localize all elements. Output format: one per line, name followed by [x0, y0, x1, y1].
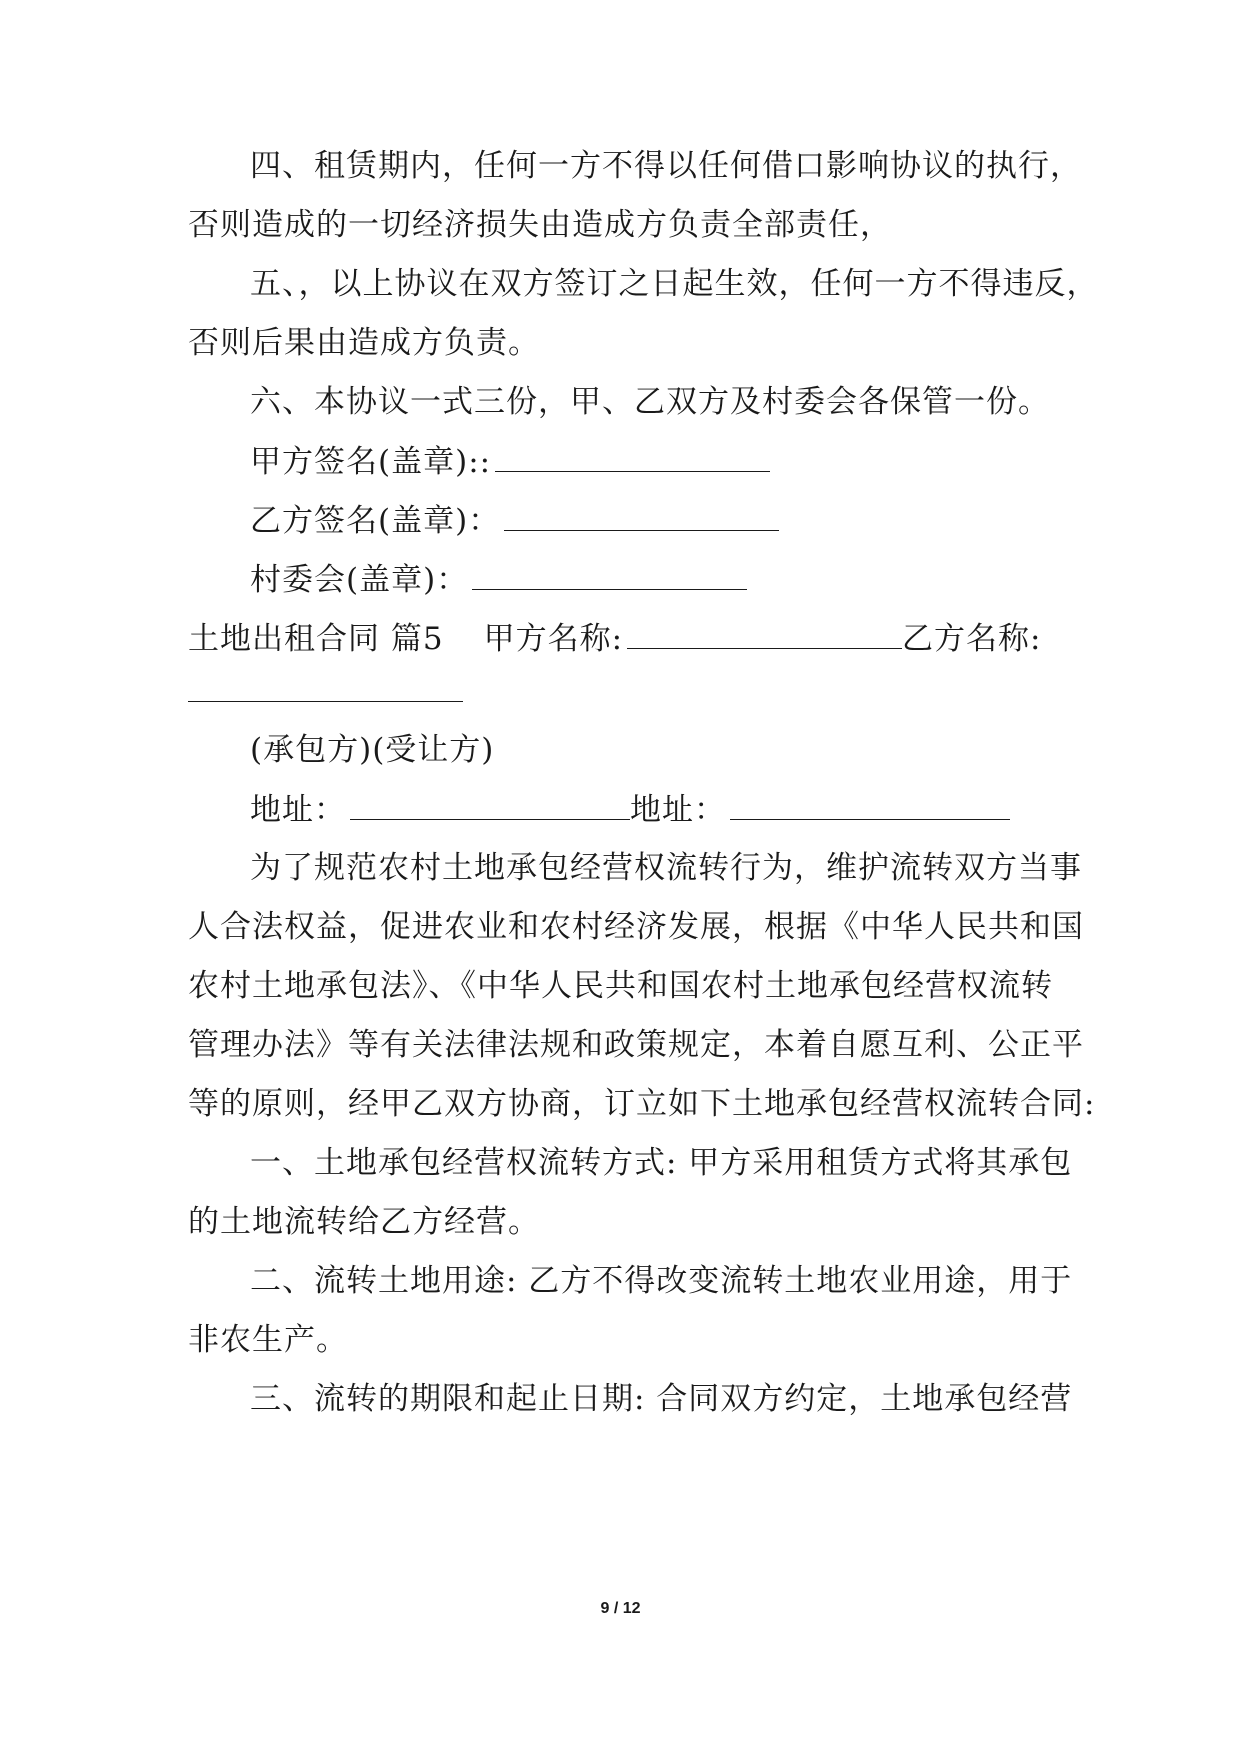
paragraph-line: 等的原则，经甲乙双方协商，订立如下土地承包经营权流转合同: [188, 1086, 1096, 1122]
address-b-blank [730, 789, 1010, 820]
section-title: 土地出租合同 篇5 [188, 621, 444, 657]
party-a-name-label: 甲方名称: [483, 621, 624, 657]
paragraph-line: 三、流转的期限和起止日期: 合同双方约定，土地承包经营 [250, 1381, 1073, 1417]
paragraph-line: 的土地流转给乙方经营。 [188, 1204, 540, 1240]
paragraph-line: 管理办法》等有关法律法规和政策规定，本着自愿互利、公正平 [188, 1027, 1084, 1063]
signature-village [250, 559, 747, 600]
address-b-label: 地址： [630, 792, 726, 828]
page-number: 9 / 12 [600, 1600, 641, 1617]
party-b-name-blank [188, 671, 463, 702]
address-line [250, 789, 1010, 830]
signature-party-b [250, 500, 779, 541]
paragraph-line: 六、本协议一式三份，甲、乙双方及村委会各保管一份。 [250, 384, 1050, 420]
signature-village-blank [472, 559, 747, 590]
signature-party-b-label: 乙方签名(盖章)： [250, 503, 501, 539]
paragraph-line: 四、租赁期内，任何一方不得以任何借口影响协议的执行， [250, 148, 1082, 184]
address-a-blank [350, 789, 630, 820]
signature-party-b-blank [504, 500, 779, 531]
signature-party-a [250, 441, 770, 482]
party-b-name-line [188, 671, 463, 712]
signature-village-label: 村委会(盖章)： [250, 562, 469, 598]
paragraph-line: 二、流转土地用途: 乙方不得改变流转土地农业用途，用于 [250, 1263, 1073, 1299]
paragraph-line: 否则造成的一切经济损失由造成方负责全部责任， [188, 207, 892, 243]
paragraph-line: 非农生产。 [188, 1322, 348, 1358]
section-heading-line [188, 618, 1041, 659]
party-a-name-blank [627, 618, 902, 649]
paragraph-line: 人合法权益，促进农业和农村经济发展，根据《中华人民共和国 [188, 909, 1084, 945]
paragraph-line: 为了规范农村土地承包经营权流转行为，维护流转双方当事 [250, 850, 1082, 886]
paragraph-line: 否则后果由造成方负责。 [188, 325, 540, 361]
paragraph-line: 五、，以上协议在双方签订之日起生效，任何一方不得违反， [250, 266, 1099, 302]
address-a-label: 地址： [250, 792, 346, 828]
paragraph-line: 一、土地承包经营权流转方式: 甲方采用租赁方式将其承包 [250, 1145, 1073, 1181]
signature-party-a-label: 甲方签名(盖章):: [250, 444, 492, 480]
party-roles: (承包方)(受让方) [250, 732, 495, 768]
paragraph-line: 农村土地承包法》、《中华人民共和国农村土地承包经营权流转 [188, 968, 1053, 1004]
party-b-name-label: 乙方名称: [902, 621, 1042, 657]
signature-party-a-blank [495, 441, 770, 472]
